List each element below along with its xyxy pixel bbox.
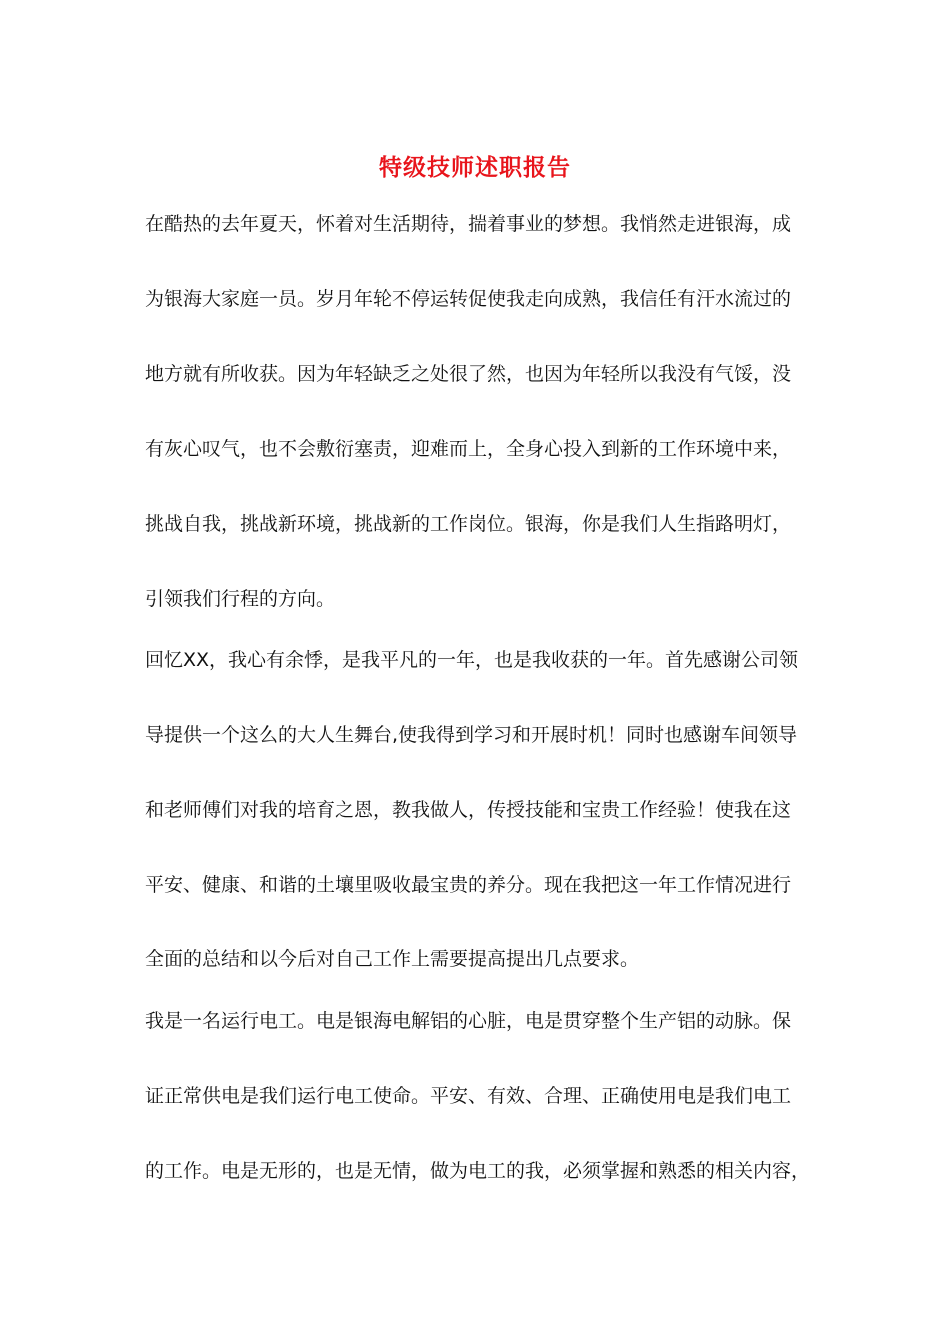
text-line: 在酷热的去年夏天，怀着对生活期待，揣着事业的梦想。我悄然走进银海，成 bbox=[145, 213, 792, 235]
text-line: 引领我们行程的方向。 bbox=[145, 588, 336, 610]
text-line: 有灰心叹气，也不会敷衍塞责，迎难而上，全身心投入到新的工作环境中来， bbox=[145, 438, 792, 460]
text-line: 为银海大家庭一员。岁月年轮不停运转促使我走向成熟，我信任有汗水流过的 bbox=[145, 288, 792, 310]
text-line: 证正常供电是我们运行电工使命。平安、有效、合理、正确使用电是我们电工 bbox=[145, 1085, 792, 1107]
text-line: 和老师傅们对我的培育之恩，教我做人，传授技能和宝贵工作经验！使我在这 bbox=[145, 799, 792, 821]
text-line: 挑战自我，挑战新环境，挑战新的工作岗位。银海，你是我们人生指路明灯， bbox=[145, 513, 792, 535]
document-title: 特级技师述职报告 bbox=[379, 154, 571, 181]
text-line: 回忆XX，我心有余悸，是我平凡的一年，也是我收获的一年。首先感谢公司领 bbox=[145, 649, 799, 671]
text-line: 全面的总结和以今后对自己工作上需要提高提出几点要求。 bbox=[145, 948, 640, 970]
text-line: 的工作。电是无形的，也是无情，做为电工的我，必须掌握和熟悉的相关内容， bbox=[145, 1160, 810, 1182]
text-line: 地方就有所收获。因为年轻缺乏之处很了然，也因为年轻所以我没有气馁，没 bbox=[145, 363, 792, 385]
text-line: 导提供一个这么的大人生舞台,使我得到学习和开展时机！同时也感谢车间领导 bbox=[145, 724, 798, 746]
text-line: 平安、健康、和谐的土壤里吸收最宝贵的养分。现在我把这一年工作情况进行 bbox=[145, 874, 792, 896]
text-line: 我是一名运行电工。电是银海电解铝的心脏，电是贯穿整个生产铝的动脉。保 bbox=[145, 1010, 792, 1032]
